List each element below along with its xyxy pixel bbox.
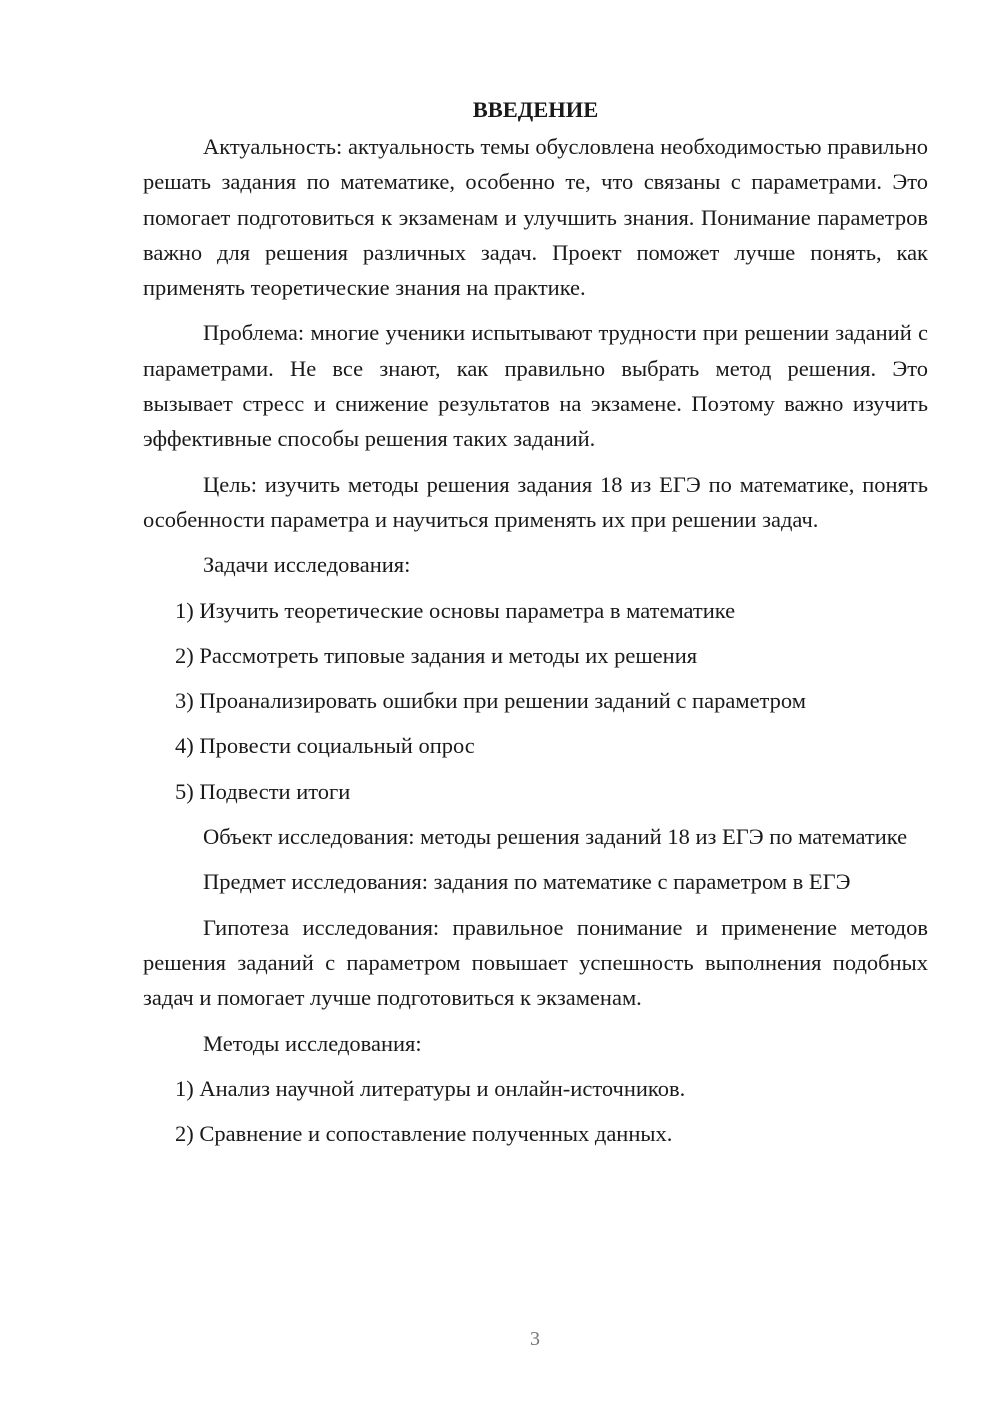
- tasks-heading: Задачи исследования:: [203, 552, 411, 578]
- task-item: 5) Подвести итоги: [175, 778, 351, 804]
- problem-paragraph: Проблема: многие ученики испытывают трудности при решении заданий с параметрами. Не все знают, как правильно выбрать метод решения. Это вызывает стресс и снижение результатов на экзамене. Поэтому важно изучить эффективные способы решения таких заданий.: [143, 320, 928, 452]
- document-page: [143, 92, 928, 1161]
- subject-paragraph: Предмет исследования: задания по математике с параметром в ЕГЭ: [203, 869, 851, 895]
- method-item: 2) Сравнение и сопоставление полученных данных.: [175, 1121, 673, 1147]
- task-item: 4) Провести социальный опрос: [175, 733, 475, 759]
- methods-list: [143, 1071, 928, 1152]
- relevance-paragraph: Актуальность: актуальность темы обусловлена необходимостью правильно решать задания по математике, особенно те, что связаны с параметрами. Это помогает подготовиться к экзаменам и улучшить знания. Понимание параметров важно для решения различных задач. Проект поможет лучше понять, как применять теоретические знания на практике.: [143, 134, 928, 301]
- section-title: ВВЕДЕНИЕ: [472, 97, 599, 122]
- method-item: 1) Анализ научной литературы и онлайн-источников.: [175, 1075, 686, 1101]
- tasks-list: [143, 593, 928, 809]
- object-paragraph: Объект исследования: методы решения заданий 18 из ЕГЭ по математике: [203, 824, 908, 850]
- task-item: 2) Рассмотреть типовые задания и методы их решения: [175, 642, 698, 668]
- task-item: 3) Проанализировать ошибки при решении заданий с параметром: [175, 688, 806, 714]
- methods-heading: Методы исследования:: [203, 1030, 422, 1056]
- page-number: 3: [530, 1328, 540, 1350]
- goal-paragraph: Цель: изучить методы решения задания 18 из ЕГЭ по математике, понять особенности параметра и научиться применять их при решении задач.: [143, 471, 928, 532]
- task-item: 1) Изучить теоретические основы параметра в математике: [175, 597, 736, 623]
- hypothesis-paragraph: Гипотеза исследования: правильное понимание и применение методов решения заданий с параметром повышает успешность выполнения подобных задач и помогает лучше подготовиться к экзаменам.: [143, 914, 928, 1011]
